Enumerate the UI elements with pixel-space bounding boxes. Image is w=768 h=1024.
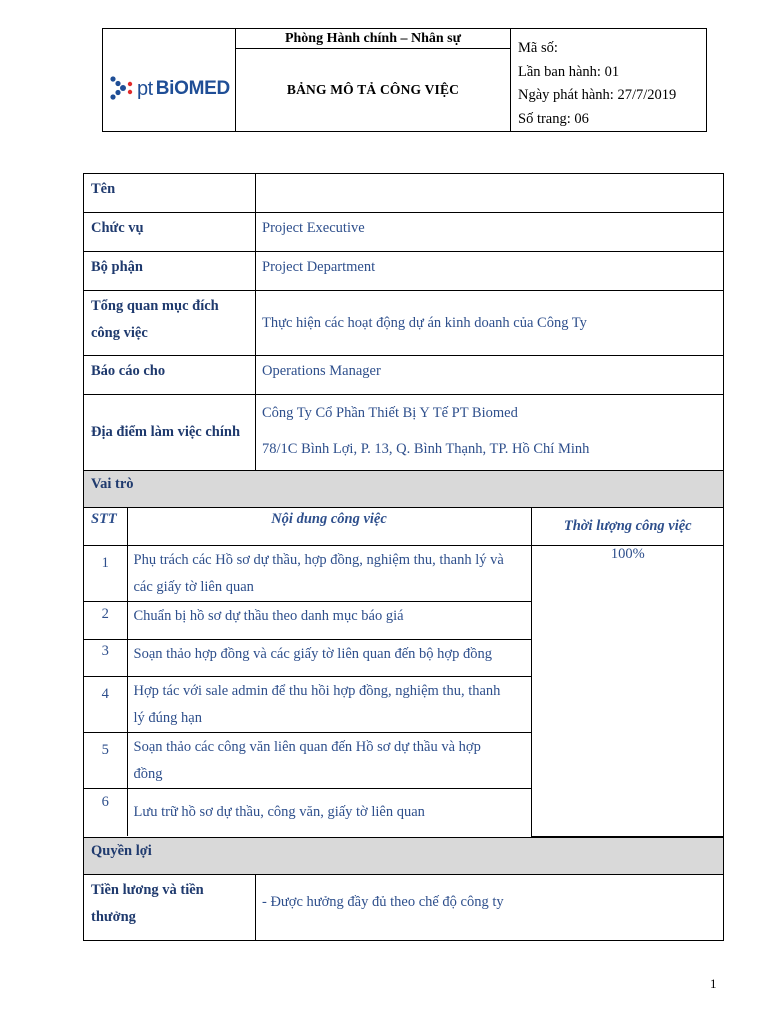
task-line: đồng: [133, 765, 163, 782]
task-line: Soạn thảo các công văn liên quan đến Hồ sơ dự thầu và hợp: [133, 738, 481, 755]
name-label: Tên: [84, 174, 256, 213]
pt-biomed-dots-logo-icon: [109, 74, 133, 104]
col-content-header: Nội dung công việc: [127, 508, 531, 545]
benefits-section-title: Quyền lợi: [84, 837, 724, 874]
meta-pages: Số trang: 06: [518, 110, 589, 127]
task-line: Phụ trách các Hồ sơ dự thầu, hợp đồng, nghiệm thu, thanh lý và: [133, 551, 504, 568]
document-header: [102, 28, 707, 132]
roles-header-row: [84, 508, 724, 545]
title-cell: [236, 29, 511, 131]
task-text: [127, 639, 531, 676]
report-to-value: Operations Manager: [256, 356, 724, 395]
logo-cell: [103, 29, 236, 131]
purpose-label: [84, 291, 256, 356]
task-text: [127, 788, 531, 836]
table-row: [84, 545, 724, 601]
task-text: [127, 545, 531, 601]
job-description-table: [83, 173, 724, 941]
task-number: 4: [84, 676, 127, 732]
location-line2: 78/1C Bình Lợi, P. 13, Q. Bình Thạnh, TP. Hồ Chí Minh: [262, 441, 590, 457]
task-text: [127, 601, 531, 639]
row-roles-header: [84, 471, 724, 508]
department-value: Project Department: [256, 252, 724, 291]
row-salary: [84, 874, 724, 940]
position-value: Project Executive: [256, 213, 724, 252]
row-location: [84, 395, 724, 471]
task-number: 2: [84, 601, 127, 639]
task-line: Chuẩn bị hồ sơ dự thầu theo danh mục báo giá: [133, 607, 404, 624]
row-report-to: [84, 356, 724, 395]
report-to-label: Báo cáo cho: [84, 356, 256, 395]
row-roles-table: [84, 508, 724, 838]
task-line: các giấy tờ liên quan: [133, 578, 254, 595]
logo-text-biomed: BiOMED: [155, 78, 230, 99]
salary-label-line1: Tiền lương và tiền: [91, 881, 204, 898]
task-line: Lưu trữ hồ sơ dự thầu, công văn, giấy tờ liên quan: [133, 804, 425, 821]
task-line: lý đúng hạn: [133, 709, 202, 726]
meta-issue: Lần ban hành: 01: [518, 63, 620, 80]
department-label: Bộ phận: [84, 252, 256, 291]
row-department: [84, 252, 724, 291]
name-value: [256, 174, 724, 213]
meta-date: Ngày phát hành: 27/7/2019: [518, 87, 677, 103]
purpose-label-line1: Tổng quan mục đích: [91, 298, 219, 314]
row-benefits-header: [84, 837, 724, 874]
row-position: [84, 213, 724, 252]
salary-label: [84, 874, 256, 940]
task-number: 3: [84, 639, 127, 676]
document-meta: [511, 29, 706, 131]
task-line: Soạn thảo hợp đồng và các giấy tờ liên quan đến bộ hợp đồng: [133, 645, 492, 662]
task-text: [127, 732, 531, 788]
row-purpose: [84, 291, 724, 356]
document-title: BẢNG MÔ TẢ CÔNG VIỆC: [286, 82, 460, 97]
task-text: [127, 676, 531, 732]
page-number: 1: [710, 976, 717, 991]
task-number: 5: [84, 732, 127, 788]
roles-container: [84, 508, 724, 838]
roles-section-title: Vai trò: [84, 471, 724, 508]
salary-label-line2: thưởng: [91, 908, 136, 925]
row-name: [84, 174, 724, 213]
location-line1: Công Ty Cổ Phần Thiết Bị Y Tế PT Biomed: [262, 405, 518, 421]
position-label: Chức vụ: [84, 213, 256, 252]
col-time-header: Thời lượng công việc: [531, 508, 724, 545]
location-value: [256, 395, 724, 471]
task-line: Hợp tác với sale admin để thu hồi hợp đồng, nghiệm thu, thanh: [133, 682, 501, 699]
task-number: 6: [84, 788, 127, 836]
logo-text-pt: pt: [137, 77, 153, 100]
purpose-value: Thực hiện các hoạt động dự án kinh doanh của Công Ty: [256, 291, 724, 356]
location-label: Địa điểm làm việc chính: [84, 395, 256, 471]
meta-code: Mã số:: [518, 40, 558, 56]
roles-table: [84, 508, 724, 837]
salary-value: - Được hưởng đầy đủ theo chế độ công ty: [256, 874, 724, 940]
task-number: 1: [84, 545, 127, 601]
time-value: 100%: [531, 545, 724, 836]
col-stt-header: STT: [84, 508, 127, 545]
department-name: Phòng Hành chính – Nhân sự: [236, 29, 510, 49]
purpose-label-line2: công việc: [91, 325, 148, 341]
company-logo: [109, 74, 230, 104]
